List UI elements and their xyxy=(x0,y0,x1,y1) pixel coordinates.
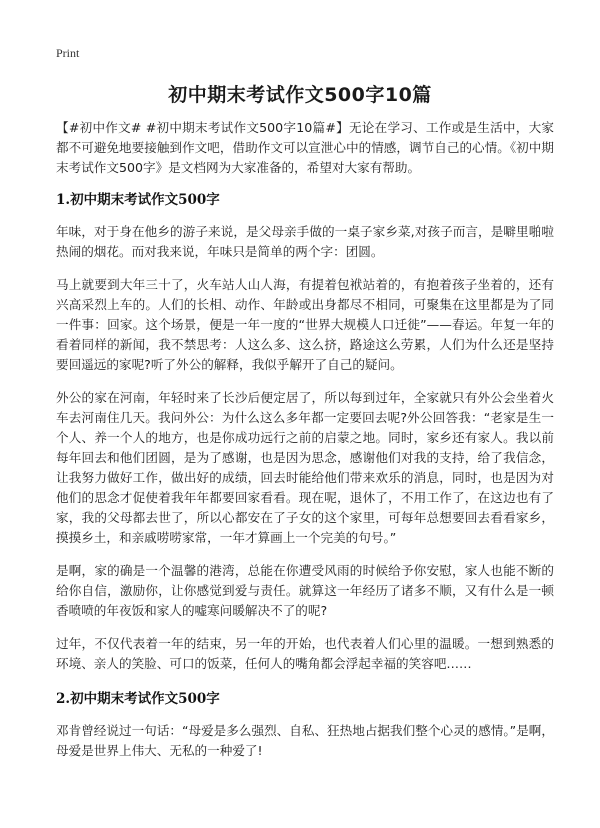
section-2-paragraph-1: 邓肯曾经说过一句话：“母爱是多么强烈、自私、狂热地占据我们整个心灵的感情。”是啊，母爱是世界上伟大、无私的一种爱了! xyxy=(56,723,554,758)
section-heading-2: 2.初中期末考试作文500字 xyxy=(56,691,220,707)
page-title: 初中期末考试作文500字10篇 xyxy=(168,84,432,106)
section-heading-1: 1.初中期末考试作文500字 xyxy=(56,192,220,208)
article-body xyxy=(56,118,554,774)
section-1-paragraph-1: 年味，对于身在他乡的游子来说，是父母亲手做的一桌子家乡菜,对孩子而言，是噼里啪啦热闹的烟花。而对我来说，年味只是简单的两个字：团圆。 xyxy=(56,224,554,259)
section-1-paragraph-5: 过年，不仅代表着一年的结束，另一年的开始，也代表着人们心里的温暖。一想到熟悉的环境、亲人的笑脸、可口的饭菜，任何人的嘴角都会浮起幸福的笑容吧…… xyxy=(56,636,554,671)
intro-paragraph: 【#初中作文# #初中期末考试作文500字10篇#】无论在学习、工作或是生活中，大家都不可避免地要接触到作文吧，借助作文可以宣泄心中的情感，调节自己的心情。《初中期末考试作文500字》是文档网为大家准备的，希望对大家有帮助。 xyxy=(56,120,554,175)
print-link[interactable]: Print xyxy=(56,46,80,60)
section-1-paragraph-2: 马上就要到大年三十了，火车站人山人海，有提着包袱站着的，有抱着孩子坐着的，还有兴高采烈上车的。人们的长相、动作、年龄或出身都尽不相同，可聚集在这里都是为了同一件事：回家。这个场景，便是一年一度的“世界大规模人口迁徙”——春运。年复一年的看着同样的新闻，我不禁思考：人这么多、这么挤，路途这么劳累，人们为什么还是坚持要回遥远的家呢?听了外公的解释，我似乎解开了自己的疑问。 xyxy=(56,277,554,372)
section-1-paragraph-3: 外公的家在河南，年轻时来了长沙后便定居了，所以每到过年，全家就只有外公会坐着火车去河南住几天。我问外公：为什么这么多年都一定要回去呢?外公回答我：“老家是生一个人、养一个人的地方，也是你成功远行之前的启蒙之地。同时，家乡还有家人。我以前每年回去和他们团圆，是为了感谢，也是因为思念，感谢他们对我的支持，给了我信念，让我努力做好工作，做出好的成绩，回去时能给他们带来欢乐的消息，同时，也是因为对他们的思念才促使着我年年都要回家看看。现在呢，退休了，不用工作了，在这边也有了家，我的父母都去世了，所以心都安在了子女的这个家里，可每年总想要回去看看家乡，摸摸乡土，和亲戚唠唠家常，一年才算画上一个完美的句号。” xyxy=(56,390,554,545)
section-1-paragraph-4: 是啊，家的确是一个温馨的港湾，总能在你遭受风雨的时候给予你安慰，家人也能不断的给你自信，激励你，让你感觉到爱与责任。就算这一年经历了诸多不顺，又有什么是一顿香喷喷的年夜饭和家人的嘘寒问暖解决不了的呢? xyxy=(56,563,554,618)
